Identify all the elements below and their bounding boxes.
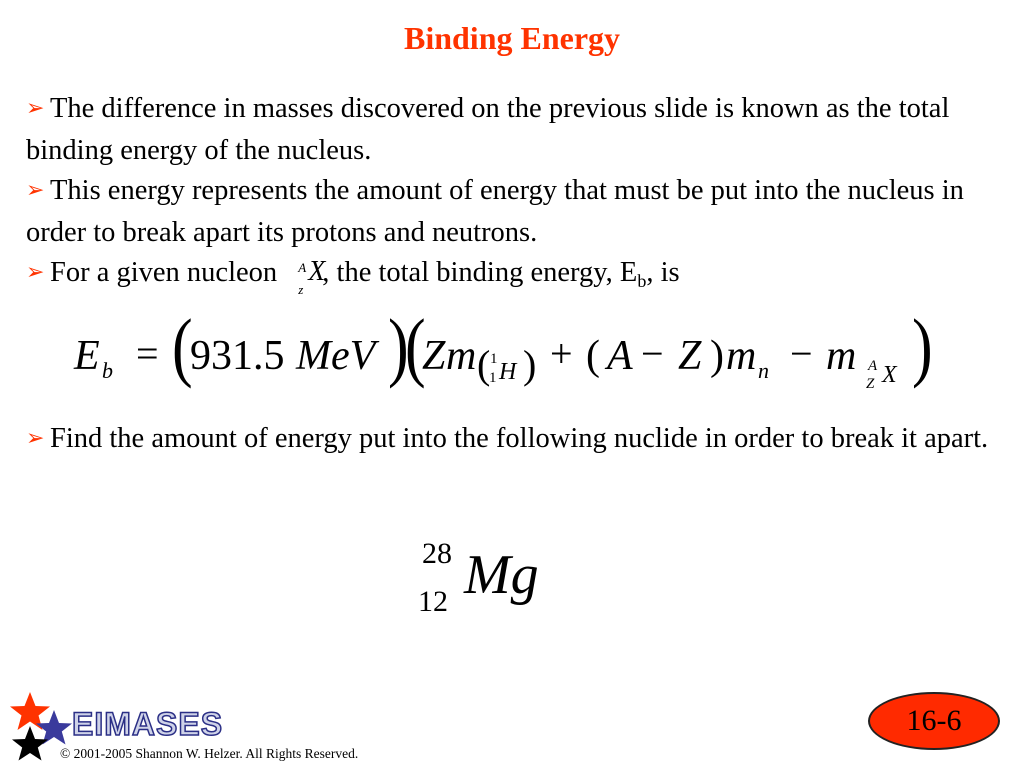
bullet-arrow-icon: ➢ — [26, 425, 45, 450]
eq-x-mass: A — [868, 358, 878, 374]
bullet-arrow-icon: ➢ — [26, 259, 45, 284]
eq-paren-open-2: ( — [405, 312, 426, 390]
paragraph-text: The difference in masses discovered on the previous slide is known as the total binding energy of the nucleus. — [26, 93, 950, 166]
bullet-arrow-icon: ➢ — [26, 177, 45, 202]
nucleon-element: X — [308, 256, 326, 287]
eq-plus: + — [550, 331, 573, 376]
paragraph-find-amount — [26, 418, 1001, 460]
copyright-notice: © 2001-2005 Shannon W. Helzer. All Rights Reserved. — [60, 746, 359, 761]
eq-lhs: E — [74, 333, 100, 379]
paragraph-suffix: , is — [646, 257, 680, 288]
nuclide-atomic-number: 12 — [418, 585, 448, 618]
eq-paren-close-3: ) — [710, 333, 724, 379]
binding-energy-subscript: b — [637, 271, 647, 291]
black-star-icon — [12, 726, 48, 761]
eq-paren-close-2: ) — [912, 312, 933, 390]
eq-constant: 931.5 — [190, 333, 285, 379]
eq-z: Z — [422, 333, 446, 379]
paragraph-text: This energy represents the amount of energy that must be put into the nucleus in order to break apart its protons and neutrons. — [26, 175, 964, 248]
eq-x-atomic: Z — [866, 376, 875, 392]
eq-m2: m — [726, 333, 757, 379]
nuclide-symbol — [412, 535, 572, 625]
eq-x-symbol: X — [882, 362, 897, 388]
eimases-logo-text: EIMASES — [72, 706, 224, 742]
nuclide-element-symbol: Mg — [464, 544, 539, 606]
paragraph-prefix: For a given nucleon — [50, 257, 278, 288]
bullet-arrow-icon: ➢ — [26, 95, 45, 120]
paragraph-binding-energy-definition — [26, 88, 1001, 171]
eq-paren-close-h: ) — [523, 342, 537, 387]
eq-m3: m — [826, 333, 857, 379]
paragraph-mid: , the total binding energy, E — [322, 257, 638, 288]
eq-minus-1: − — [641, 331, 664, 376]
page-number-badge — [868, 692, 1000, 750]
eq-a: A — [607, 333, 633, 379]
paragraph-energy-represents — [26, 170, 1001, 253]
eq-z2: Z — [678, 333, 702, 379]
eq-minus-2: − — [790, 331, 813, 376]
nucleon-symbol — [284, 255, 326, 297]
eq-unit: MeV — [296, 333, 376, 379]
nuclide-mass-number: 28 — [422, 537, 452, 570]
nucleon-mass-number: A — [298, 260, 307, 275]
paragraph-given-nucleon — [26, 252, 1001, 297]
eq-equals: = — [136, 331, 159, 376]
page-number: 16-6 — [906, 704, 962, 737]
paragraph-text: Find the amount of energy put into the following nuclide in order to break it apart. — [50, 423, 989, 454]
eq-h-atomic: 1 — [489, 370, 497, 386]
eq-paren-open-1: ( — [172, 312, 193, 390]
eq-lhs-sub: b — [102, 358, 113, 383]
slide-title: Binding Energy — [403, 20, 621, 56]
eq-h-mass: 1 — [490, 351, 498, 367]
eq-paren-open-3: ( — [586, 333, 600, 379]
eq-mn-sub: n — [758, 358, 769, 383]
eq-paren-open-h: ( — [477, 342, 491, 387]
nucleon-atomic-number: z — [298, 282, 304, 297]
eq-paren-close-1: ) — [388, 312, 409, 390]
binding-energy-equation — [60, 312, 960, 402]
eq-h-symbol: H — [499, 359, 517, 385]
eq-m1: m — [446, 333, 477, 379]
